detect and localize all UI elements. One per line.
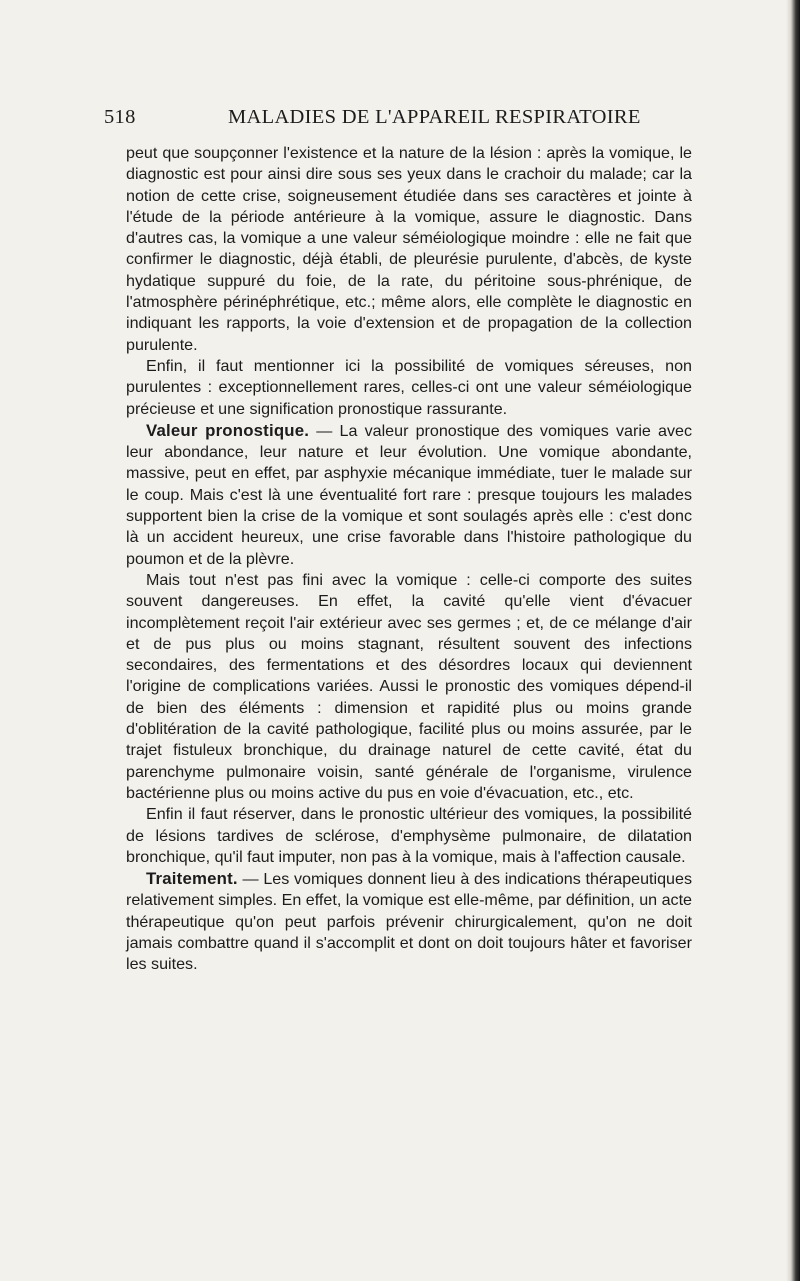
paragraph-text: Mais tout n'est pas fini avec la vomique : celle-ci comporte des suites souvent dangereuses. En effet, la cavité qu'elle vient d'évacuer incomplètement reçoit l'air extérieur avec ses germes ; et, de ce mélange d'air et de pus plus ou moins stagnant, résultent souvent des infections secondaires, des fermentations et des désordres locaux qui deviennent l'origine de complications variées. Aussi le pronostic des vomiques dépend-il de bien des éléments : dimension et rapidité plus ou moins grande d'oblitération de la cavité pathologique, facilité plus ou moins assurée, par le trajet fistuleux bronchique, du drainage naturel de cette cavité, état du parenchyme pulmonaire voisin, santé générale de l'organisme, virulence bactérienne plus ou moins active du pus en voie d'évacuation, etc., etc. xyxy=(126,570,692,802)
paragraph xyxy=(126,868,692,975)
paragraph-text: Enfin, il faut mentionner ici la possibilité de vomiques séreuses, non purulentes : exceptionnellement rares, celles-ci ont une valeur séméiologique précieuse et une signification pronostique rassurante. xyxy=(126,356,692,418)
paragraph-text: peut que soupçonner l'existence et la nature de la lésion : après la vomique, le diagnostic est pour ainsi dire sous ses yeux dans le crachoir du malade; car la notion de cette crise, soigneusement étudiée dans ses caractères et jointe à l'étude de la période antérieure à la vomique, assure le diagnostic. Dans d'autres cas, la vomique a une valeur séméiologique moindre : elle ne fait que confirmer le diagnostic, déjà établi, de pleurésie purulente, d'abcès, de kyste hydatique suppuré du foie, de la rate, du péritoine sous-phrénique, de l'atmosphère périnéphrétique, etc.; même alors, elle complète le diagnostic en indiquant les rapports, la voie d'extension et de propagation de la collection purulente. xyxy=(126,144,692,354)
paragraph-text: — La valeur pronostique des vomiques varie avec leur abondance, leur nature et leur évolution. Une vomique abondante, massive, peut en effet, par asphyxie mécanique immédiate, tuer le malade sur le coup. Mais c'est là une éventualité fort rare : presque toujours les malades supportent bien la crise de la vomique et sont soulagés après elle : c'est donc là un accident heureux, une crise favorable dans l'histoire pathologique du poumon et de la plèvre. xyxy=(126,421,692,568)
section-heading-valeur-pronostique: Valeur pronostique. xyxy=(146,420,310,440)
section-heading-traitement: Traitement. xyxy=(146,869,238,889)
page-edge-shadow xyxy=(786,0,800,1281)
paragraph-text: — Les vomiques donnent lieu à des indications thérapeutiques relativement simples. En effet, la vomique est elle-même, par définition, un acte thérapeutique qu'on peut parfois prévenir chirurgicalement, qu'on ne doit jamais combattre quand il s'accomplit et dont on doit toujours hâter et favoriser les suites. xyxy=(126,870,692,974)
body-text xyxy=(126,143,692,976)
paragraph-text: Enfin il faut réserver, dans le pronostic ultérieur des vomiques, la possibilité de lésions tardives de sclérose, d'emphysème pulmonaire, de dilatation bronchique, qu'il faut imputer, non pas à la vomique, mais à l'affection causale. xyxy=(126,805,692,866)
paragraph xyxy=(126,356,692,420)
paragraph xyxy=(126,143,692,356)
running-title: MALADIES DE L'APPAREIL RESPIRATOIRE xyxy=(228,106,641,128)
running-header xyxy=(104,106,664,132)
paragraph xyxy=(126,420,692,570)
page-number: 518 xyxy=(104,106,136,128)
paragraph xyxy=(126,804,692,868)
paragraph xyxy=(126,570,692,804)
